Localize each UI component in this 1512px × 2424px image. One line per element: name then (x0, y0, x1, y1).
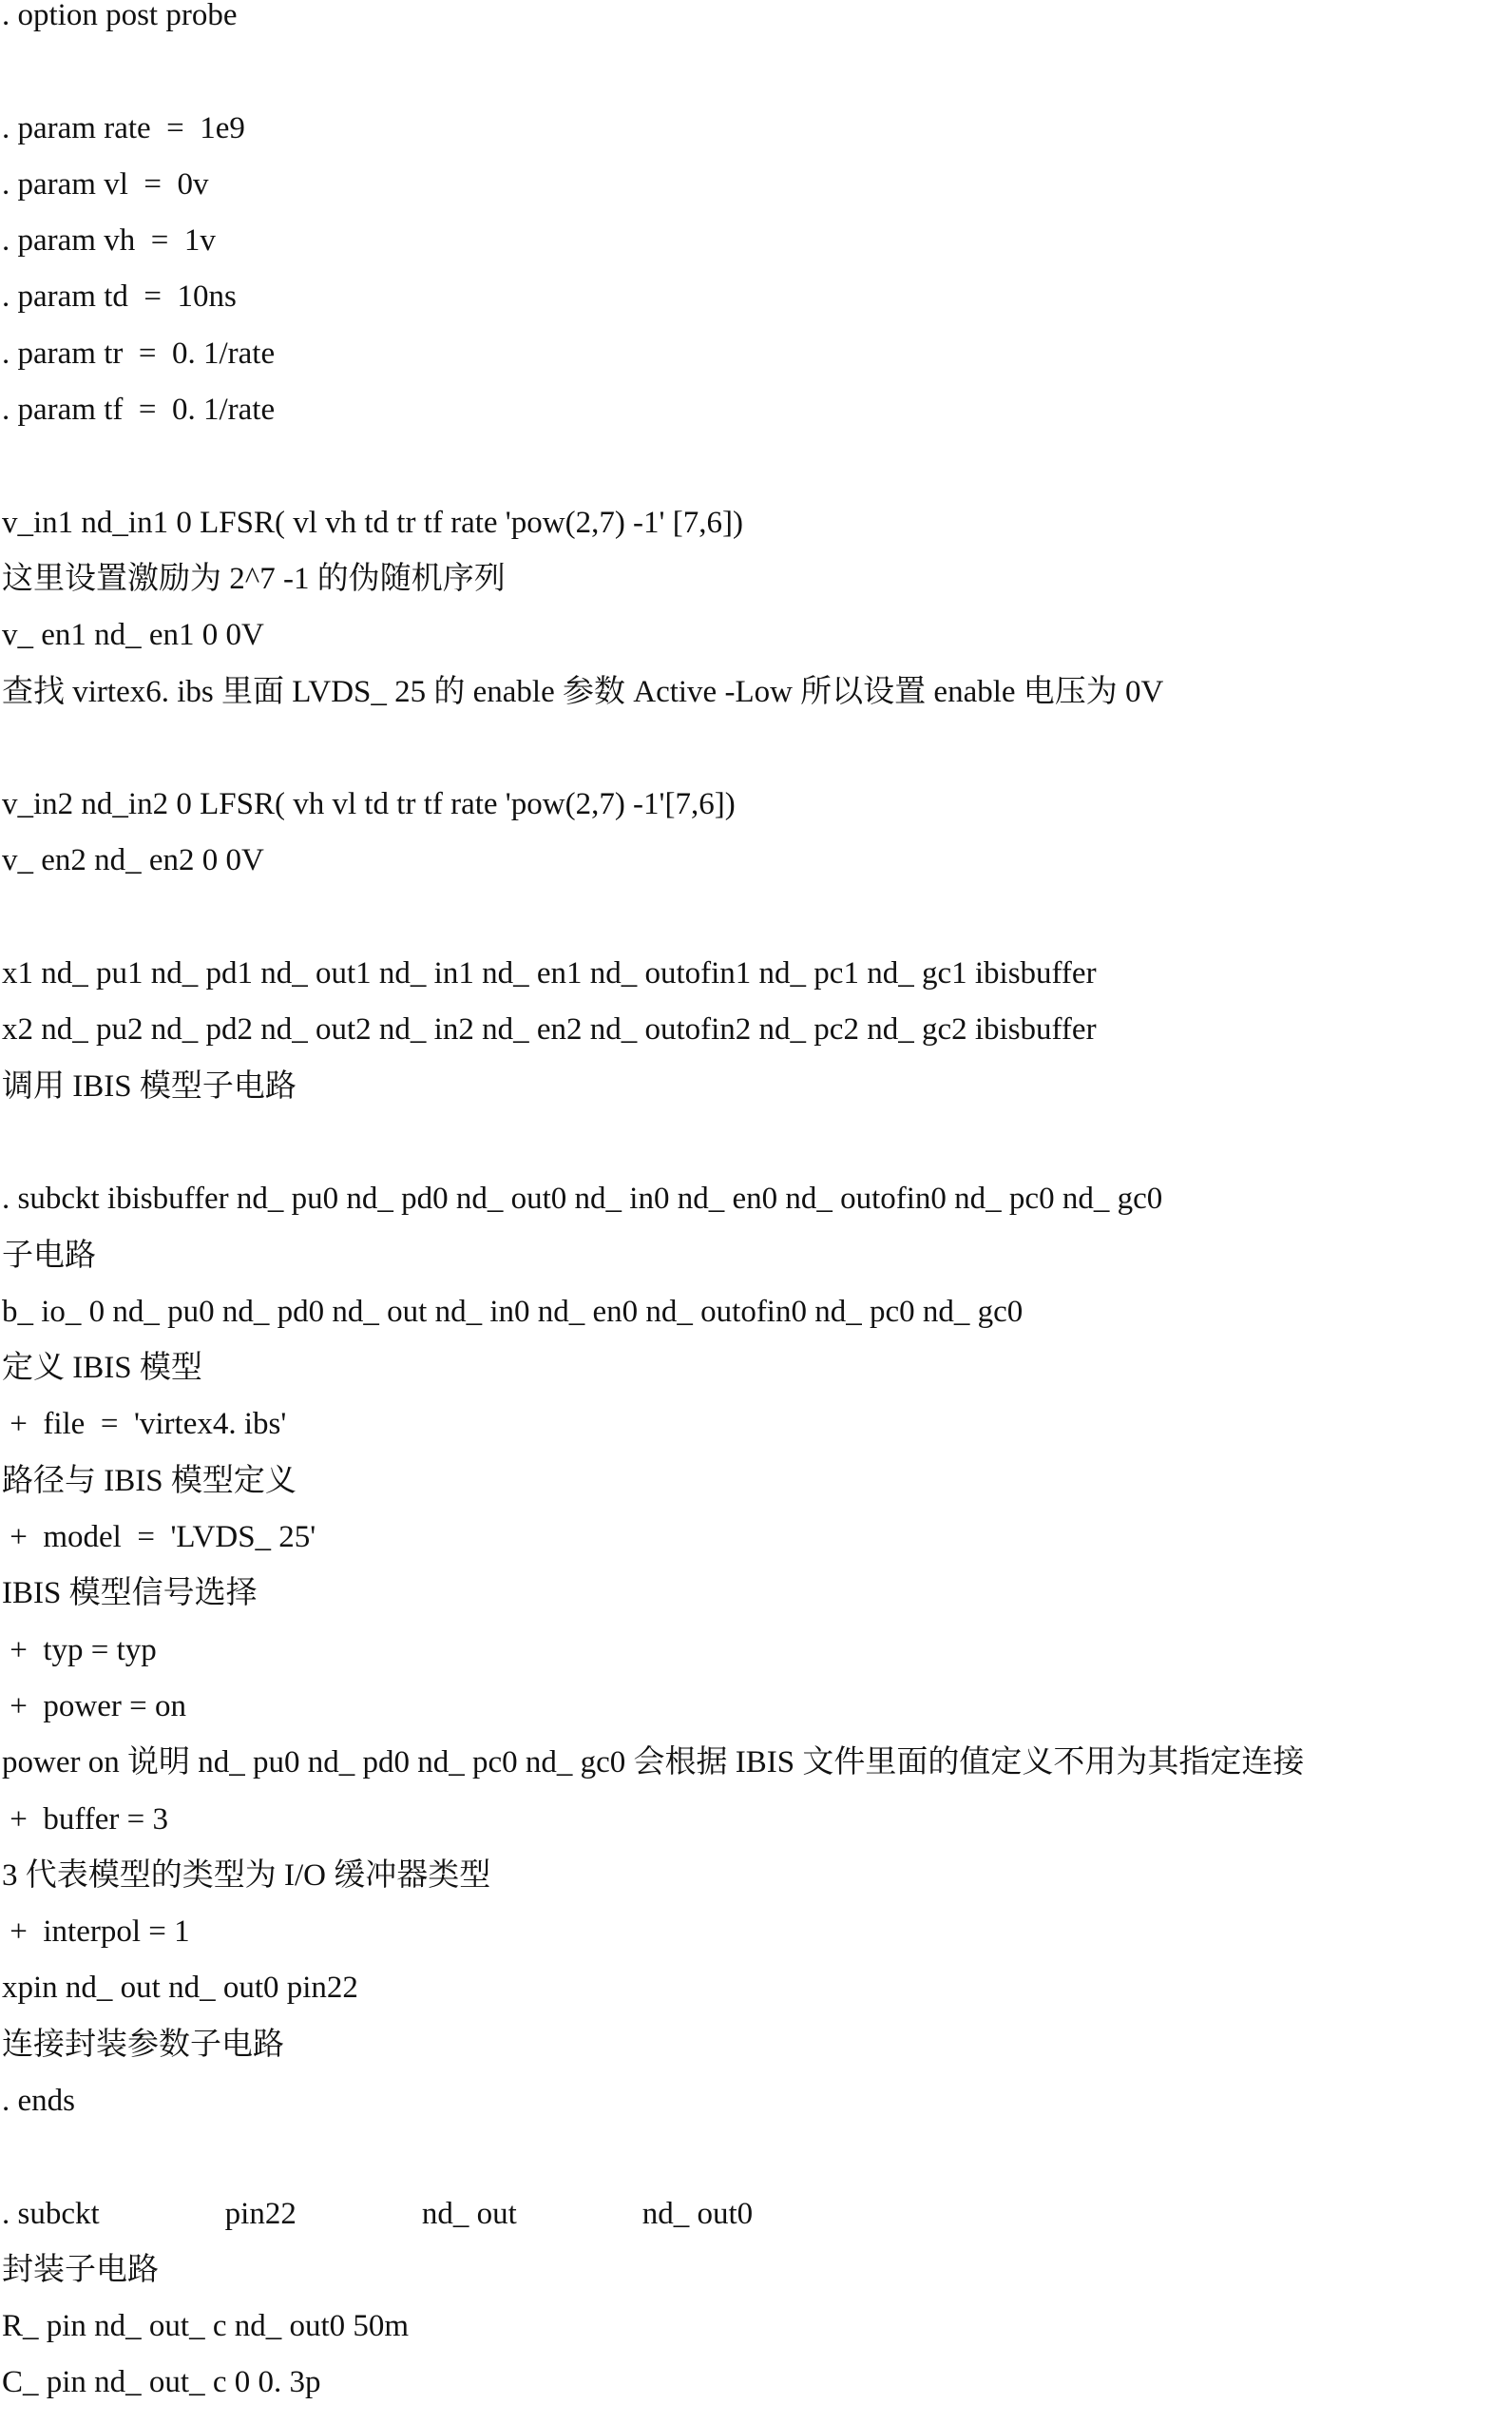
text-line: + file = 'virtex4. ibs' (2, 1407, 287, 1442)
blank-line (2, 733, 1511, 789)
text-line: . param rate = 1e9 (2, 110, 245, 145)
text-line: v_ en1 nd_ en1 0 0V (2, 618, 264, 653)
text-line: . param tf = 0. 1/rate (2, 393, 276, 428)
text-line: xpin nd_ out nd_ out0 pin22 (2, 1971, 358, 2006)
text-line: R_ pin nd_ out_ c nd_ out0 50m (2, 2309, 410, 2344)
text-line: 调用 IBIS 模型子电路 (2, 1068, 297, 1104)
blank-line (2, 2142, 1511, 2198)
text-line: . option post probe (2, 0, 238, 32)
text-line: 路径与 IBIS 模型定义 (2, 1463, 297, 1498)
text-line: b_ io_ 0 nd_ pu0 nd_ pd0 nd_ out nd_ in0 nd_ en0 nd_ outofin0 nd_ pc0 nd_ gc0 (2, 1294, 1024, 1329)
text-line: + model = 'LVDS_ 25' (2, 1520, 316, 1555)
text-line: . param td = 10ns (2, 279, 237, 315)
text-line: + interpol = 1 (2, 1914, 190, 1950)
text-line: 3 代表模型的类型为 I/O 缓冲器类型 (2, 1857, 491, 1893)
text-line: 子电路 (2, 1238, 96, 1273)
text-line: v_in1 nd_in1 0 LFSR( vl vh td tr tf rate 'pow(2,7) -1' [7,6]) (2, 505, 743, 540)
text-line: C_ pin nd_ out_ c 0 0. 3p (2, 2365, 321, 2400)
text-line: x2 nd_ pu2 nd_ pd2 nd_ out2 nd_ in2 nd_ en2 nd_ outofin2 nd_ pc2 nd_ gc2 ibisbuffer (2, 1012, 1097, 1048)
blank-line (2, 1127, 1511, 1183)
blank-line (2, 451, 1511, 507)
text-line: power on 说明 nd_ pu0 nd_ pd0 nd_ pc0 nd_ gc0 会根据 IBIS 文件里面的值定义不用为其指定连接 (2, 1745, 1305, 1780)
text-line: 查找 virtex6. ibs 里面 LVDS_ 25 的 enable 参数 Active -Low 所以设置 enable 电压为 0V (2, 674, 1164, 709)
blank-line (2, 902, 1511, 958)
text-line: 这里设置激励为 2^7 -1 的伪随机序列 (2, 561, 506, 596)
blank-line (2, 56, 1511, 112)
text-line: v_in2 nd_in2 0 LFSR( vh vl td tr tf rate 'pow(2,7) -1'[7,6]) (2, 787, 736, 822)
text-line: 封装子电路 (2, 2252, 159, 2287)
text-line: . param vh = 1v (2, 223, 216, 259)
text-line: + power = on (2, 1688, 186, 1723)
text-line: + buffer = 3 (2, 1801, 168, 1837)
text-line: . ends (2, 2083, 75, 2118)
text-line: 定义 IBIS 模型 (2, 1351, 202, 1386)
text-line: . subckt ibisbuffer nd_ pu0 nd_ pd0 nd_ out0 nd_ in0 nd_ en0 nd_ outofin0 nd_ pc0 nd_ gc0 (2, 1182, 1163, 1217)
text-line: v_ en2 nd_ en2 0 0V (2, 843, 264, 878)
text-line: . subckt pin22 nd_ out nd_ out0 (2, 2196, 754, 2231)
text-line: + typ = typ (2, 1632, 157, 1667)
text-line: x1 nd_ pu1 nd_ pd1 nd_ out1 nd_ in1 nd_ en1 nd_ outofin1 nd_ pc1 nd_ gc1 ibisbuffer (2, 956, 1097, 991)
netlist-document (2, 0, 1511, 2424)
text-line: 连接封装参数子电路 (2, 2027, 284, 2062)
text-line: . param tr = 0. 1/rate (2, 336, 276, 371)
text-line: IBIS 模型信号选择 (2, 1576, 258, 1611)
text-line: . param vl = 0v (2, 166, 209, 202)
